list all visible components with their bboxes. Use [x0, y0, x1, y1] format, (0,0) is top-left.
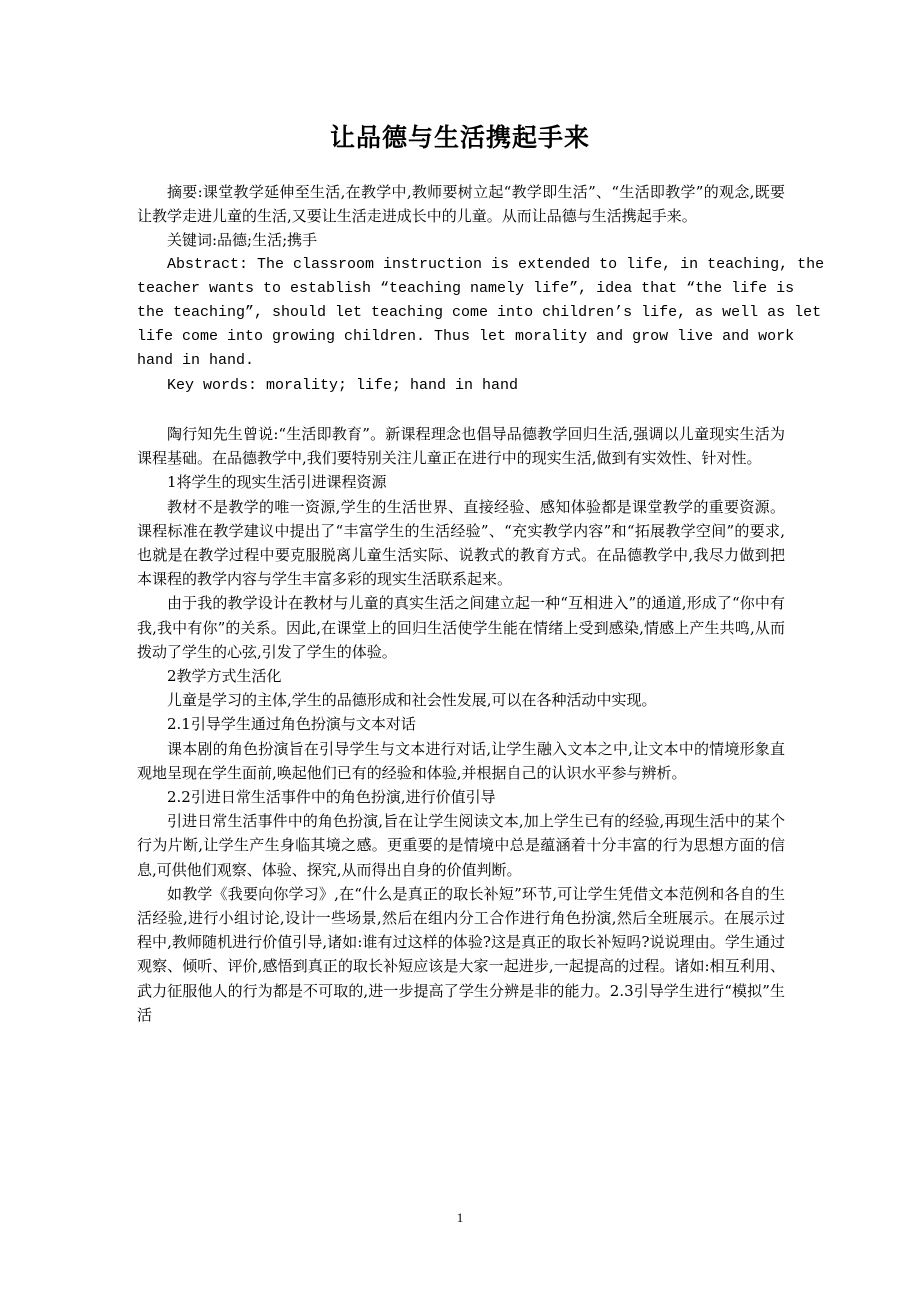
abstract-cn: 摘要:课堂教学延伸至生活,在教学中,教师要树立起“教学即生活”、“生活即教学”的观念,既要让教学走进儿童的生活,又要让生活走进成长中的儿童。从而让品德与生活携起手来。	[137, 183, 785, 226]
document-title: 让品德与生活携起手来	[329, 123, 590, 152]
keywords-cn: 关键词:品德;生活;携手	[167, 231, 318, 250]
paragraph: 引进日常生活事件中的角色扮演,旨在让学生阅读文本,加上学生已有的经验,再现生活中的某个行为片断,让学生产生身临其境之感。更重要的是情境中总是蕴涵着十分丰富的行为思想方面的信息,可供他们观察、体验、探究,从而得出自身的价值判断。	[137, 812, 785, 879]
paragraph: 由于我的教学设计在教材与儿童的真实生活之间建立起一种“互相进入”的通道,形成了“你中有我,我中有你”的关系。因此,在课堂上的回归生活使学生能在情绪上受到感染,情感上产生共鸣,从而拨动了学生的心弦,引发了学生的体验。	[137, 594, 785, 661]
page-number: 1	[456, 1210, 464, 1225]
paragraph: 课本剧的角色扮演旨在引导学生与文本进行对话,让学生融入文本之中,让文本中的情境形象直观地呈现在学生面前,唤起他们已有的经验和体验,并根据自己的认识水平参与辨析。	[137, 739, 785, 782]
paragraph: 陶行知先生曾说:“生活即教育”。新课程理念也倡导品德教学回归生活,强调以儿童现实生活为课程基础。在品德教学中,我们要特别关注儿童正在进行中的现实生活,做到有实效性、针对性。	[137, 425, 785, 468]
subsection-heading: 2.1引导学生通过角色扮演与文本对话	[167, 715, 416, 734]
section-heading: 2教学方式生活化	[167, 667, 282, 686]
blank-line	[137, 398, 785, 422]
paragraph: 儿童是学习的主体,学生的品德形成和社会性发展,可以在各种活动中实现。	[167, 691, 657, 710]
paragraph: 如教学《我要向你学习》,在“什么是真正的取长补短”环节,可让学生凭借文本范例和各自的生活经验,进行小组讨论,设计一些场景,然后在组内分工合作进行角色扮演,然后全班展示。在展示过程中,教师随机进行价值引导,诸如:谁有过这样的体验?这是真正的取长补短吗?说说理由。学生通过观察、倾听、评价,感悟到真正的取长补短应该是大家一起进步,一起提高的过程。诸如:相互利用、武力征服他人的行为都是不可取的,进一步提高了学生分辨是非的能力。2.3引导学生进行“模拟”生活	[137, 884, 785, 1024]
keywords-en: Key words: morality; life; hand in hand	[167, 376, 519, 394]
paragraph: 教材不是教学的唯一资源,学生的生活世界、直接经验、感知体验都是课堂教学的重要资源。课程标准在教学建议中提出了“丰富学生的生活经验”、“充实教学内容”和“拓展教学空间”的要求,也就是在教学过程中要克服脱离儿童生活实际、说教式的教育方式。在品德教学中,我尽力做到把本课程的教学内容与学生丰富多彩的现实生活联系起来。	[137, 497, 785, 589]
abstract-en: Abstract: The classroom instruction is extended to life, in teaching, the teacher wants to establish “teaching namely life”, idea that “the life is the teaching”, should let teaching come into children’s life, as well as let life come into growing children. Thus let morality and grow live and work hand in hand.	[137, 255, 825, 370]
document-body	[137, 180, 825, 1027]
subsection-heading: 2.2引进日常生活事件中的角色扮演,进行价值引导	[167, 788, 496, 807]
section-heading: 1将学生的现实生活引进课程资源	[167, 473, 387, 492]
